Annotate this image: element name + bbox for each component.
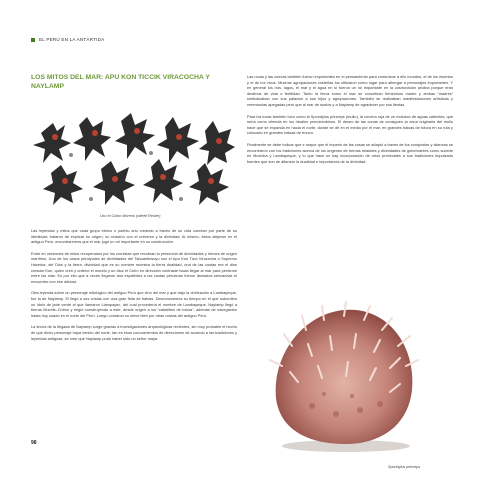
frieze-illustration xyxy=(31,103,237,209)
shell-caption: Spondylus princeps xyxy=(388,465,421,469)
left-paragraph-3: Otra leyenda sobre un personaje mitológico del antiguo Perú que vino del mar y que trajo la civilización a Lambayeque, fue la de Naylamp. El llegó a sus costas con una gran flota de balsas. Desconocemos su tiempo en el que subordinó un ídolo de jade verde al que llamaron Llampayec, del cual procedería el nombre de Lambayeque. Naylamp llegó a tierras Muchik–Chimú y erigió construyendo a este, desde origen a los “caballitos de totora”, además de navegación hasta hoy usado en el norte del Perú. Luego contaron su nieve bien por otras costas del antiguo Perú. xyxy=(31,290,237,318)
right-column xyxy=(247,74,453,164)
right-paragraph-1: Las rocas y las cuevas también fueron importantes en el pensamiento para comunicar a ello mundos, el de los muertos y el de los vivos. Muchas agrupaciones costeñas los utilizaron como lugar para albergar a personajes importantes. Y en general los ríos, lagos, el mar y el agua en sí fueron un rol importante en la cosmovisión andina porque eran destinos de vida o fertilidad. Tanto la tierra como el mar se concebían femeninos madre y ambas “madres” simbolizaban con sus palacios a sus hijos y agrupaciones. También se realizaban manifestaciones artísticas y ceremonias apegadas pero que al mar de suelos y a Naylamp de agradecer por sus fiestas. xyxy=(247,74,453,107)
page-number: 98 xyxy=(31,440,37,446)
left-column xyxy=(31,74,237,91)
article-title: LOS MITOS DEL MAR: APU KON TICCIK VIRACOCHA Y NAYLAMP xyxy=(31,74,210,90)
running-header xyxy=(31,37,104,42)
header-bullet xyxy=(31,38,35,42)
frieze-caption: Uso el Cultor Moreno (rafeéli Reuter) xyxy=(100,214,161,218)
right-paragraph-2: Para los incas también tuvo como la Spondylus princeps (mullu), la concha roja de un molusco de aguas calientes, que sería como ofrenda en los rituales precolombinos. El deseo de las conas de consiguen la zona originaria del mullu hace que se expanda en hacia el norte, donde se dé en el medio por el mar, en grandes balsas de totora en su ruta y colocado en grandes balsas de tronco. xyxy=(247,113,453,136)
running-title: EL PERÚ EN LA ANTÁRTIDA xyxy=(39,37,105,42)
right-paragraph-3: Finalmente se debe indicar que e mayor que el imperio de las cosas se adaptó a través de los conquistas y alianzas se encontraron con los tradiciones acerca de los orígenes de formas relatales y divinidades de gobernantes como sucede en Mochica y Lambayeque, y lo que hace un hay incorporación de otros próximales a sus tradiciones impulsado fuentes que son de afianzar la dualidad e importancia de la divinidad. xyxy=(247,141,453,164)
left-body xyxy=(31,228,237,341)
spondylus-shell-photo xyxy=(262,286,424,456)
left-paragraph-2: Entre en versiones de mitos recuperados por los cronistas que recobran la presencia de divinidades y héroes de origen marítimo. Uno de los casos principales de divinidades del Tahuantinsuyo son el Apu Kon Ticci Viracocha o Supremo Hacedor, del Dios y la tierra, divinidad que es su nombre muestra la tierra dualidad, una de las costas era el dios creador Kon, quien creó y ordenó el mundo y un dioz el Cuiro en dirección contraste hacia llegar al mar para perderse entre las olas. Es por ello que a veces llegaron dos españoles a las costas peruanas fueron llamados sencachas el encuentro con ese deidad. xyxy=(31,250,237,284)
left-paragraph-1: Las leyendas y mitos que cada grupo étnico o pueblo ario creando a través de su vida cuentan por parte de su identidad; trataron de explicar su origen, su relación con el universo y la divinidad. Al mismo, éstos alejaron en el antiguo Perú, encontraremos que el mar jugó un rol importante en su construcción. xyxy=(31,228,237,245)
left-paragraph-4: La teoría de la llegada de Naylamp surge gracias a investigaciones arqueológicas recientes, sin muy probable el hecho de que dicho personaje haya venido del norte, tan es esos conocimientos de direcciones de acuerdo a las tradiciones y leyendas antiguas, se cree que Naylamp pudo haber sido un señor maya. xyxy=(31,324,237,341)
